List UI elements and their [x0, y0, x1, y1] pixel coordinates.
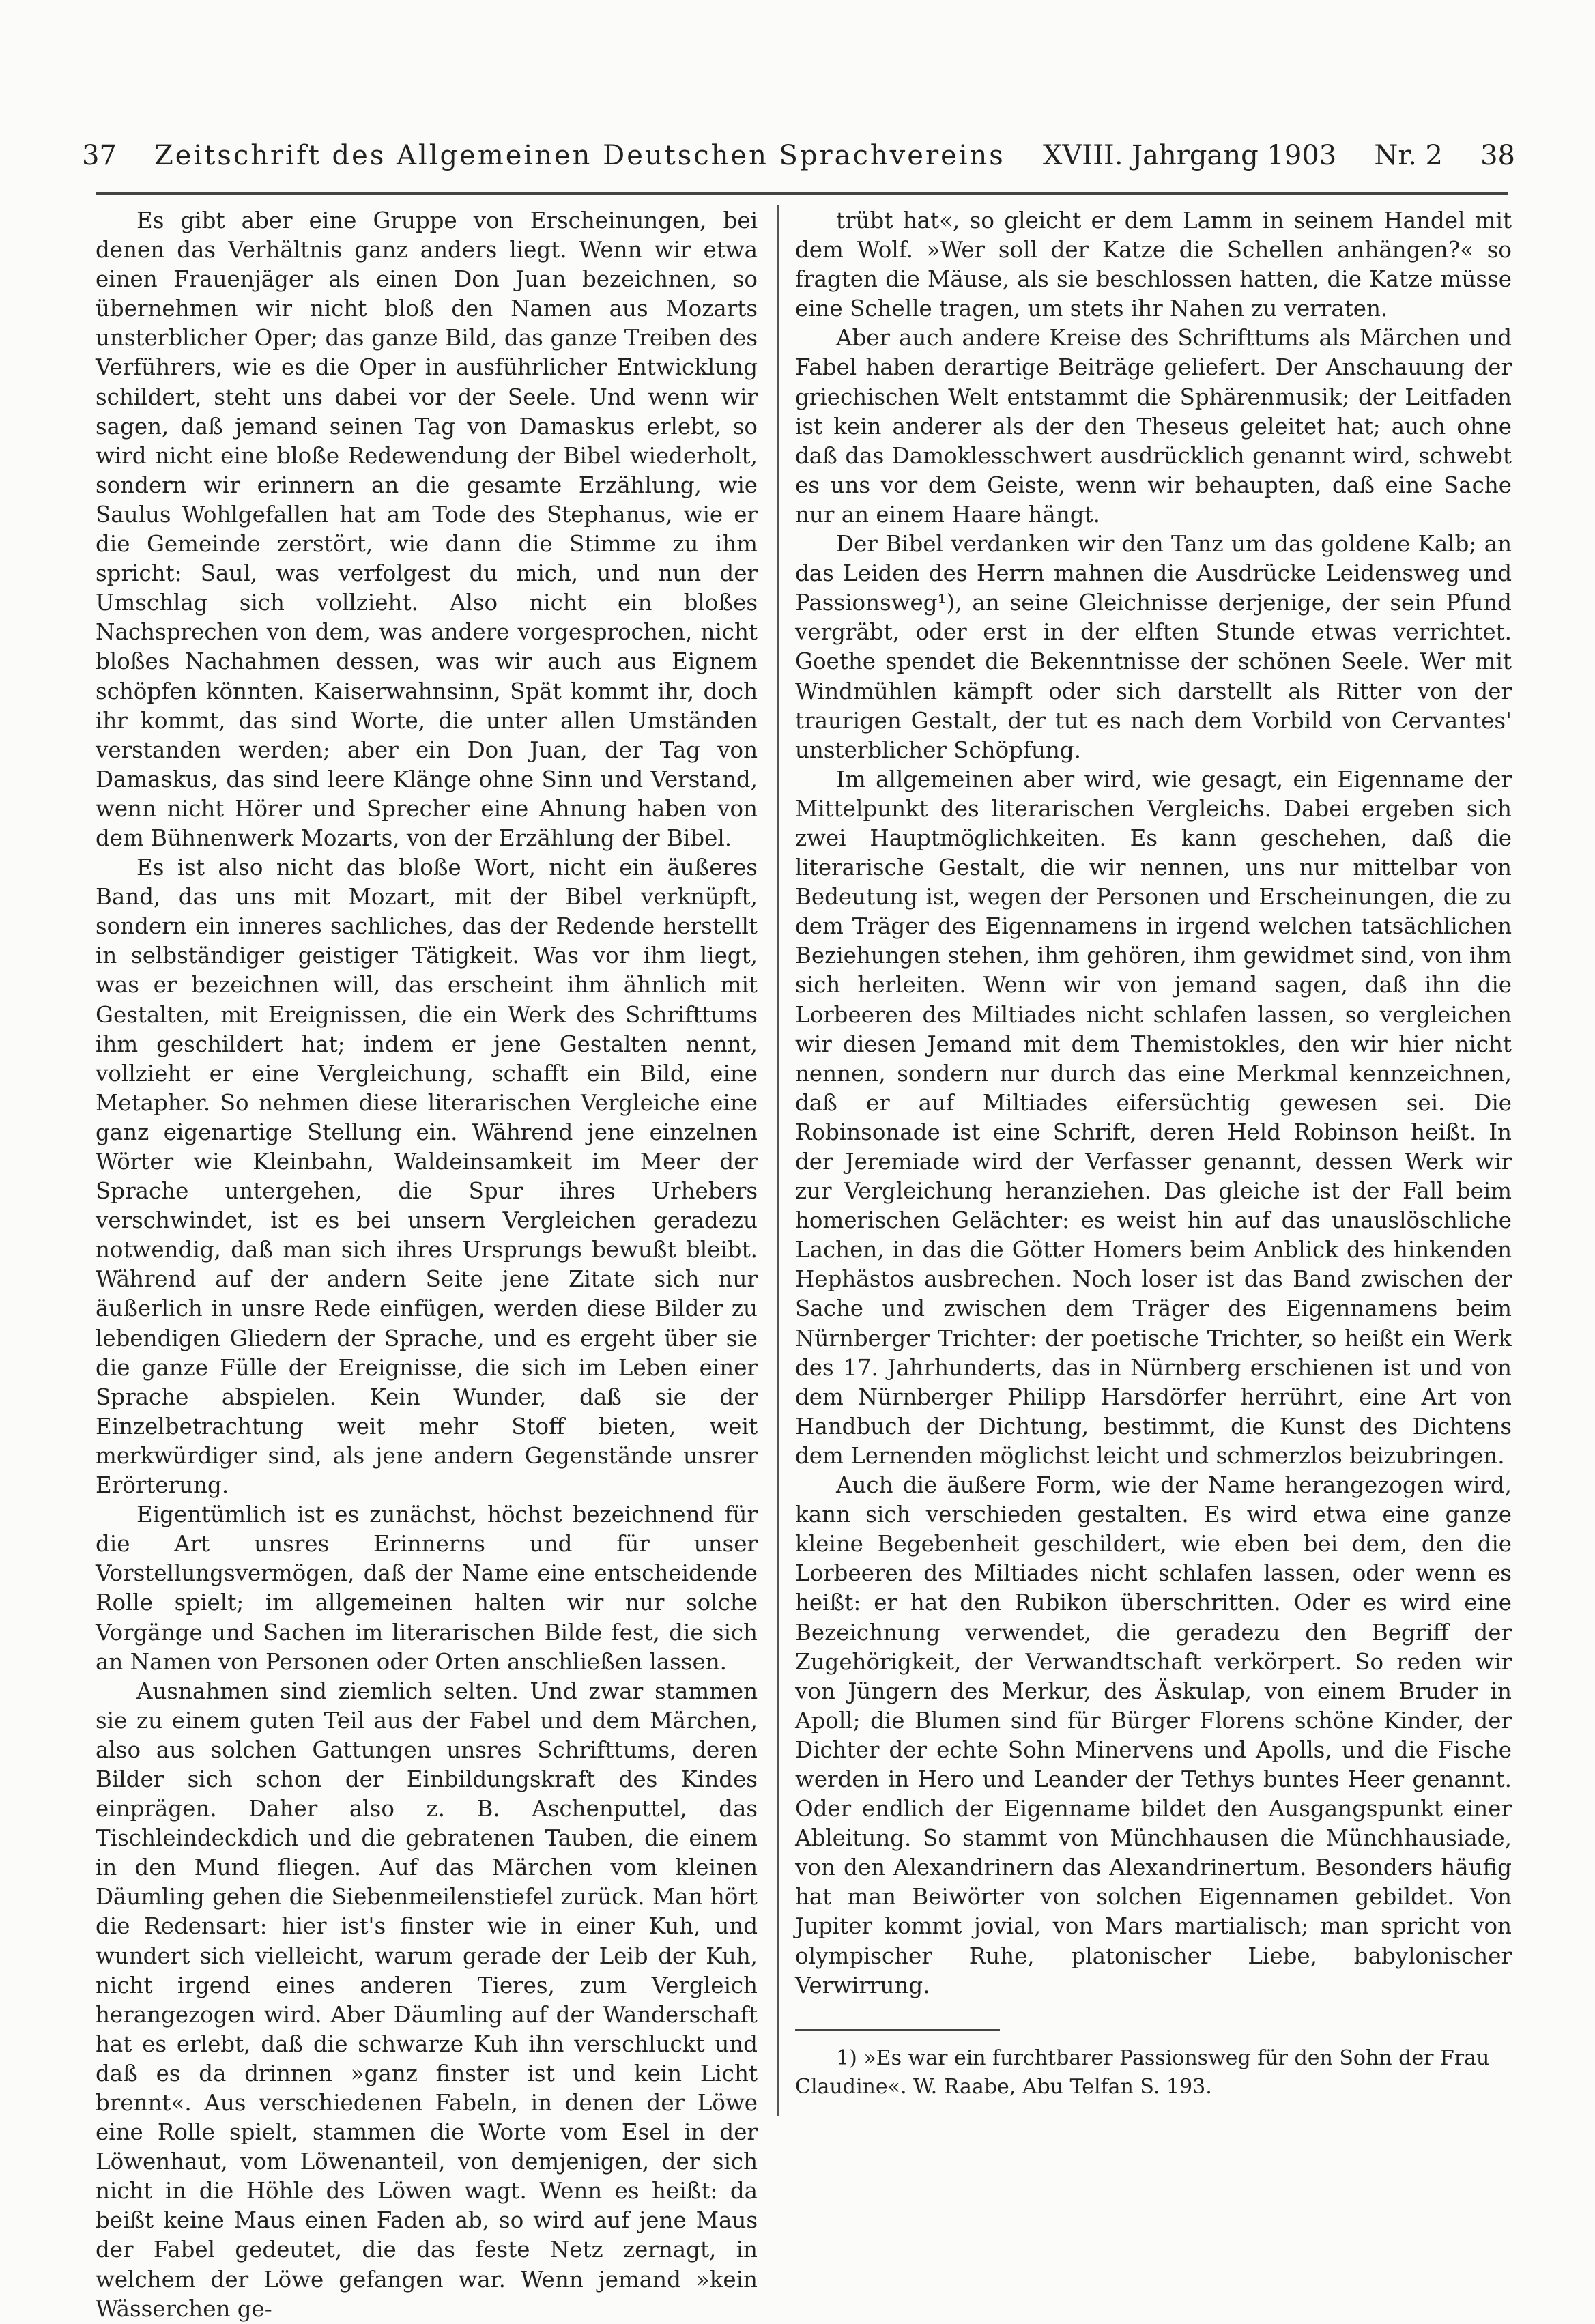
page-number-right: 38 [1480, 140, 1515, 171]
paragraph: Es gibt aber eine Gruppe von Erscheinungen, bei denen das Verhältnis ganz anders liegt. Wenn wir etwa einen Frauenjäger als einen Don Juan bezeichnen, so übernehmen wir nicht bloß den Namen aus Mozarts unsterblicher Oper; das ganze Bild, das ganze Treiben des Verführers, wie es die Oper in ausführlicher Entwicklung schildert, steht uns dabei vor der Seele. Und wenn wir sagen, daß jemand seinen Tag von Damaskus erlebt, so wird nicht eine bloße Redewendung der Bibel wiederholt, sondern wir erinnern an die gesamte Erzählung, wie Saulus Wohlgefallen hat am Tode des Stephanus, wie er die Gemeinde zerstört, wie dann die Stimme zu ihm spricht: Saul, was verfolgest du mich, und nun der Umschlag sich vollzieht. Also nicht ein bloßes Nachsprechen von dem, was andere vorgesprochen, nicht bloßes Nachahmen dessen, was wir auch aus Eignem schöpfen könnten. Kaiserwahnsinn, Spät kommt ihr, doch ihr kommt, das sind Worte, die unter allen Umständen verstanden werden; aber ein Don Juan, der Tag von Damaskus, das sind leere Klänge ohne Sinn und Verstand, wenn nicht Hörer und Sprecher eine Ahnung haben von dem Bühnenwerk Mozarts, von der Erzählung der Bibel. [96, 207, 758, 851]
right-column [795, 206, 1512, 2101]
journal-title: Zeitschrift des Allgemeinen Deutschen Sprachvereins [154, 140, 1005, 171]
volume-info: XVIII. Jahrgang 1903 [1042, 140, 1337, 171]
column-divider [777, 205, 779, 2116]
issue-number: Nr. 2 [1374, 140, 1443, 171]
footnote [795, 2044, 1512, 2101]
paragraph: Der Bibel verdanken wir den Tanz um das goldene Kalb; an das Leiden des Herrn mahnen die Ausdrücke Leidensweg und Passionsweg¹), an seine Gleichnisse derjenige, der sein Pfund vergräbt, oder erst in der elften Stunde etwas verrichtet. Goethe spendet die Bekenntnisse der schönen Seele. Wer mit Windmühlen kämpft oder sich darstellt als Ritter von der traurigen Gestalt, der tut es nach dem Vorbild von Cervantes' unsterblicher Schöpfung. [795, 531, 1512, 763]
header-rule [96, 192, 1508, 195]
paragraph: Im allgemeinen aber wird, wie gesagt, ein Eigenname der Mittelpunkt des literarischen Vergleichs. Dabei ergeben sich zwei Hauptmöglichkeiten. Es kann geschehen, daß die literarische Gestalt, die wir nennen, uns nur mittelbar von Bedeutung ist, wegen der Personen und Erscheinungen, die zu dem Träger des Eigennamens in irgend welchen tatsächlichen Beziehungen stehen, ihm gehören, ihm gewidmet sind, von ihm sich herleiten. Wenn wir von jemand sagen, daß ihn die Lorbeeren des Miltiades nicht schlafen lassen, so vergleichen wir diesen Jemand mit dem Themistokles, den wir hier nicht nennen, sondern nur durch das eine Merkmal kennzeichnen, daß er auf Miltiades eifersüchtig gewesen sei. Die Robinsonade ist eine Schrift, deren Held Robinson heißt. In der Jeremiade wird der Verfasser genannt, dessen Werk wir zur Vergleichung heranziehen. Das gleiche ist der Fall beim homerischen Gelächter: es weist hin auf das unauslöschliche Lachen, in das die Götter Homers beim Anblick des hinkenden Hephästos ausbrechen. Noch loser ist das Band zwischen der Sache und zwischen dem Träger des Eigennamens beim Nürnberger Trichter: der poetische Trichter, so heißt ein Werk des 17. Jahrhunderts, das in Nürnberg erschienen ist und von dem Nürnberger Philipp Harsdörfer herrührt, eine Art von Handbuch der Dichtung, bestimmt, die Kunst des Dichtens dem Lernenden möglichst leicht und schmerzlos beizubringen. [795, 766, 1512, 1469]
paragraph: Eigentümlich ist es zunächst, höchst bezeichnend für die Art unsres Erinnerns und für unser Vorstellungsvermögen, daß der Name eine entscheidende Rolle spielt; im allgemeinen halten wir nur solche Vorgänge und Sachen im literarischen Bilde fest, die sich an Namen von Personen oder Orten anschließen lassen. [96, 1502, 758, 1675]
paragraph: Es ist also nicht das bloße Wort, nicht ein äußeres Band, das uns mit Mozart, mit der Bibel verknüpft, sondern ein inneres sachliches, das der Redende herstellt in selbständiger geistiger Tätigkeit. Was vor ihm liegt, was er bezeichnen will, das erscheint ihm ähnlich mit Gestalten, mit Ereignissen, die ein Werk des Schrifttums ihm geschildert hat; indem er jene Gestalten nennt, vollzieht er eine Vergleichung, schafft ein Bild, eine Metapher. So nehmen diese literarischen Vergleiche eine ganz eigenartige Stellung ein. Während jene einzelnen Wörter wie Kleinbahn, Waldeinsamkeit im Meer der Sprache untergehen, die Spur ihres Urhebers verschwindet, ist es bei unsern Vergleichen geradezu notwendig, daß man sich ihres Ursprungs bewußt bleibt. Während auf der andern Seite jene Zitate sich nur äußerlich in unsre Rede einfügen, werden diese Bilder zu lebendigen Gliedern der Sprache, und es ergeht über sie die ganze Fülle der Ereignisse, die sich im Leben einer Sprache abspielen. Kein Wunder, daß sie der Einzelbetrachtung weit mehr Stoff bieten, weit merkwürdiger sind, als jene andern Gegenstände unsrer Erörterung. [96, 855, 758, 1499]
page-number-left: 37 [82, 140, 117, 171]
footnote-text: 1) »Es war ein furchtbarer Passionsweg für den Sohn der Frau Claudine«. W. Raabe, Abu Telfan S. 193. [795, 2046, 1490, 2099]
paragraph: Ausnahmen sind ziemlich selten. Und zwar stammen sie zu einem guten Teil aus der Fabel und dem Märchen, also aus solchen Gattungen unsres Schrifttums, deren Bilder sich schon der Einbildungskraft des Kindes einprägen. Daher also z. B. Aschenputtel, das Tischleindeckdich und die gebratenen Tauben, die einem in den Mund fliegen. Auf das Märchen vom kleinen Däumling gehen die Siebenmeilenstiefel zurück. Man hört die Redensart: hier ist's finster wie in einer Kuh, und wundert sich vielleicht, warum gerade der Leib der Kuh, nicht irgend eines anderen Tieres, zum Vergleich herangezogen wird. Aber Däumling auf der Wanderschaft hat es erlebt, daß die schwarze Kuh ihn verschluckt und daß es da drinnen »ganz finster ist und kein Licht brennt«. Aus verschiedenen Fabeln, in denen der Löwe eine Rolle spielt, stammen die Worte vom Esel in der Löwenhaut, vom Löwenanteil, von demjenigen, der sich nicht in die Höhle des Löwen wagt. Wenn es heißt: da beißt keine Maus einen Faden ab, so wird auf jene Maus der Fabel gedeutet, die das feste Netz zernagt, in welchem der Löwe gefangen war. Wenn jemand »kein Wässerchen ge- [96, 1678, 758, 2322]
paragraph: Auch die äußere Form, wie der Name herangezogen wird, kann sich verschieden gestalten. Es wird etwa eine ganze kleine Begebenheit geschildert, wie eben bei dem, den die Lorbeeren des Miltiades nicht schlafen lassen, oder wenn es heißt: er hat den Rubikon überschritten. Oder es wird eine Bezeichnung verwendet, die geradezu den Begriff der Zugehörigkeit, der Verwandtschaft verkörpert. So reden wir von Jüngern des Merkur, des Äskulap, von einem Bruder in Apoll; die Blumen sind für Bürger Florens schöne Kinder, der Dichter der echte Sohn Minervens und Apolls, und die Fische werden in Hero und Leander der Tethys buntes Heer genannt. Oder endlich der Eigenname bildet den Ausgangspunkt einer Ableitung. So stammt von Münchhausen die Münchhausiade, von den Alexandrinern das Alexandrinertum. Besonders häufig hat man Beiwörter von solchen Eigennamen gebildet. Von Jupiter kommt jovial, von Mars martialisch; man spricht von olympischer Ruhe, platonischer Liebe, babylonischer Verwirrung. [795, 1472, 1512, 1998]
paragraph: trübt hat«, so gleicht er dem Lamm in seinem Handel mit dem Wolf. »Wer soll der Katze die Schellen anhängen?« so fragten die Mäuse, als sie beschlossen hatten, die Katze müsse eine Schelle tragen, um stets ihr Nahen zu verraten. [795, 207, 1512, 322]
footnote-rule [795, 2029, 1000, 2031]
paragraph: Aber auch andere Kreise des Schrifttums als Märchen und Fabel haben derartige Beiträge geliefert. Der Anschauung der griechischen Welt entstammt die Sphärenmusik; der Leitfaden ist kein anderer als der den Theseus geleitet hat; auch ohne daß das Damoklesschwert ausdrücklich genannt wird, schwebt es uns vor dem Geiste, wenn wir behaupten, daß eine Sache nur an einem Haare hängt. [795, 325, 1512, 528]
page-header [82, 140, 1515, 181]
left-column [96, 206, 758, 2324]
